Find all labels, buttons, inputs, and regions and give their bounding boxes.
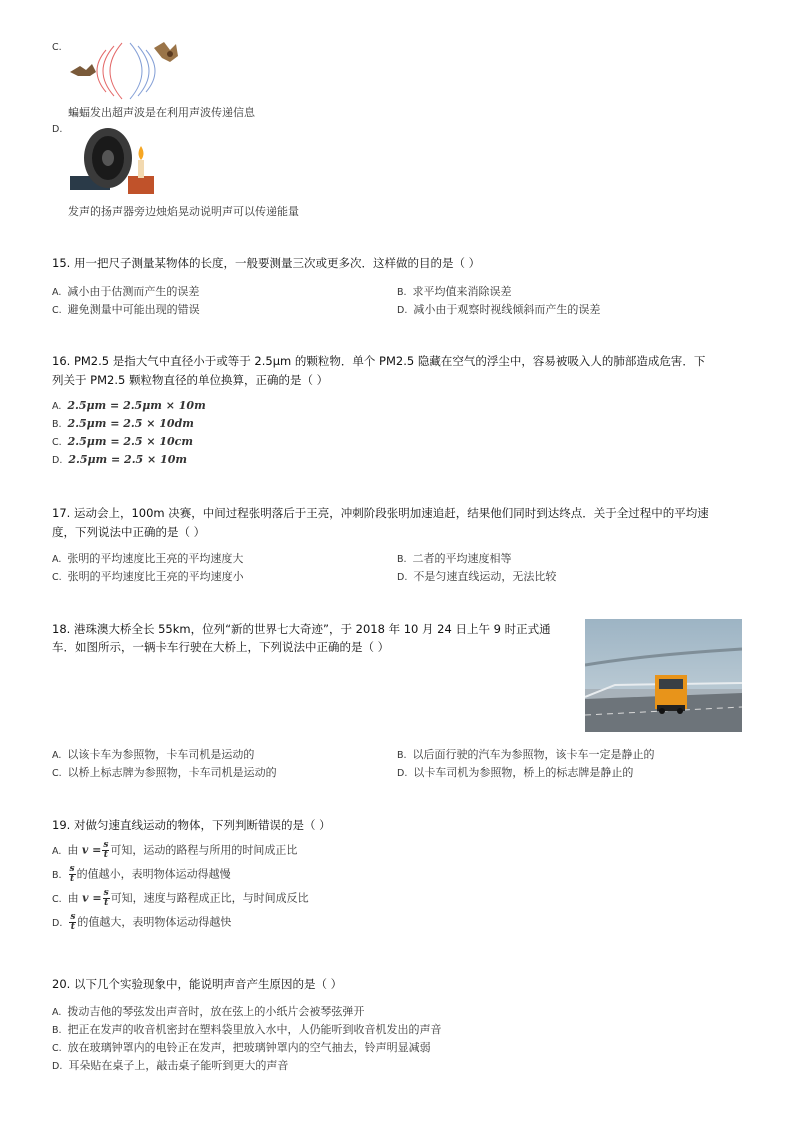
q18-title-line2: 车．如图所示，一辆卡车行驶在大桥上，下列说法中正确的是（ ）	[52, 640, 390, 654]
s-over-t-fraction: $\frac{s}{t}$	[103, 888, 109, 908]
q20-title: 20. 以下几个实验现象中，能说明声音产生原因的是（ ）	[52, 977, 343, 991]
q17-title-line1: 17. 运动会上，100m 决赛，中间过程张明落后于王亮，冲刺阶段张明加速追赶，结果他们同时到达终点．关于全过程中的平均速	[52, 506, 709, 520]
q15-option-b[interactable]: B. 求平均值来消除误差	[397, 285, 512, 298]
q20-option-c[interactable]: C. 放在玻璃钟罩内的电铃正在发声，把玻璃钟罩内的空气抽去，铃声明显减弱	[52, 1041, 431, 1054]
s-over-t-fraction: $\frac{s}{t}$	[69, 864, 75, 884]
q18-title-line1: 18. 港珠澳大桥全长 55km，位列“新的世界七大奇迹”，于 2018 年 10 月 24 日上午 9 时正式通	[52, 622, 551, 636]
s-over-t-fraction: $\frac{s}{t}$	[70, 912, 76, 932]
q16-option-c[interactable]: C. 2.5μm = 2.5 × 10cm	[52, 435, 194, 448]
q17-option-d[interactable]: D. 不是匀速直线运动，无法比较	[397, 570, 557, 583]
q18-option-b[interactable]: B. 以后面行驶的汽车为参照物，该卡车一定是静止的	[397, 748, 655, 761]
q18-option-c[interactable]: C. 以桥上标志牌为参照物，卡车司机是运动的	[52, 766, 277, 779]
q16-option-a[interactable]: A. 2.5μm = 2.5μm × 10m	[52, 399, 206, 412]
q17-option-b[interactable]: B. 二者的平均速度相等	[397, 552, 512, 565]
q19-option-d[interactable]: D. $\frac{s}{t}$ 的值越大，表明物体运动得越快	[52, 912, 232, 932]
q17-title-line2: 度，下列说法中正确的是（ ）	[52, 525, 206, 539]
q19-option-c[interactable]: C. 由 v = $\frac{s}{t}$ 可知，速度与路程成正比，与时间成反比	[52, 888, 309, 908]
q19-title: 19. 对做匀速直线运动的物体，下列判断错误的是（ ）	[52, 818, 331, 832]
q15-option-d[interactable]: D. 减小由于观察时视线倾斜而产生的误差	[397, 303, 601, 316]
q15-title: 15. 用一把尺子测量某物体的长度，一般要测量三次或更多次．这样做的目的是（ ）	[52, 256, 481, 270]
q16-option-b[interactable]: B. 2.5μm = 2.5 × 10dm	[52, 417, 194, 430]
q15-option-a[interactable]: A. 减小由于估测而产生的误差	[52, 285, 200, 298]
q19-option-a[interactable]: A. 由 v = $\frac{s}{t}$ 可知，运动的路程与所用的时间成正比	[52, 840, 298, 860]
bat-ultrasound-image	[66, 38, 186, 104]
q17-option-a[interactable]: A. 张明的平均速度比王亮的平均速度大	[52, 552, 244, 565]
s-over-t-fraction: $\frac{s}{t}$	[103, 840, 109, 860]
q16-option-d[interactable]: D. 2.5μm = 2.5 × 10m	[52, 453, 188, 466]
q19-option-b[interactable]: B. $\frac{s}{t}$ 的值越小，表明物体运动得越慢	[52, 864, 231, 884]
q18-option-d[interactable]: D. 以卡车司机为参照物，桥上的标志牌是静止的	[397, 766, 634, 779]
speaker-candle-image	[66, 124, 162, 196]
q15-option-c[interactable]: C. 避免测量中可能出现的错误	[52, 303, 200, 316]
q14-option-c-caption: 蝙蝠发出超声波是在利用声波传递信息	[68, 106, 255, 119]
q20-option-a[interactable]: A. 拨动吉他的琴弦发出声音时，放在弦上的小纸片会被琴弦弹开	[52, 1005, 365, 1018]
q20-option-d[interactable]: D. 耳朵贴在桌子上，敲击桌子能听到更大的声音	[52, 1059, 289, 1072]
q17-option-c[interactable]: C. 张明的平均速度比王亮的平均速度小	[52, 570, 244, 583]
q18-option-a[interactable]: A. 以该卡车为参照物，卡车司机是运动的	[52, 748, 255, 761]
q16-title-line2: 列关于 PM2.5 颗粒物直径的单位换算，正确的是（ ）	[52, 373, 329, 387]
q14-option-c-label: C.	[52, 42, 62, 53]
q14-option-d-label: D.	[52, 124, 63, 135]
q20-option-b[interactable]: B. 把正在发声的收音机密封在塑料袋里放入水中，人仍能听到收音机发出的声音	[52, 1023, 442, 1036]
q16-title-line1: 16. PM2.5 是指大气中直径小于或等于 2.5μm 的颗粒物．单个 PM2.5 隐藏在空气的浮尘中，容易被吸入人的肺部造成危害．下	[52, 354, 706, 368]
q14-option-d-caption: 发声的扬声器旁边烛焰晃动说明声可以传递能量	[68, 205, 299, 218]
bridge-truck-image	[585, 619, 742, 732]
